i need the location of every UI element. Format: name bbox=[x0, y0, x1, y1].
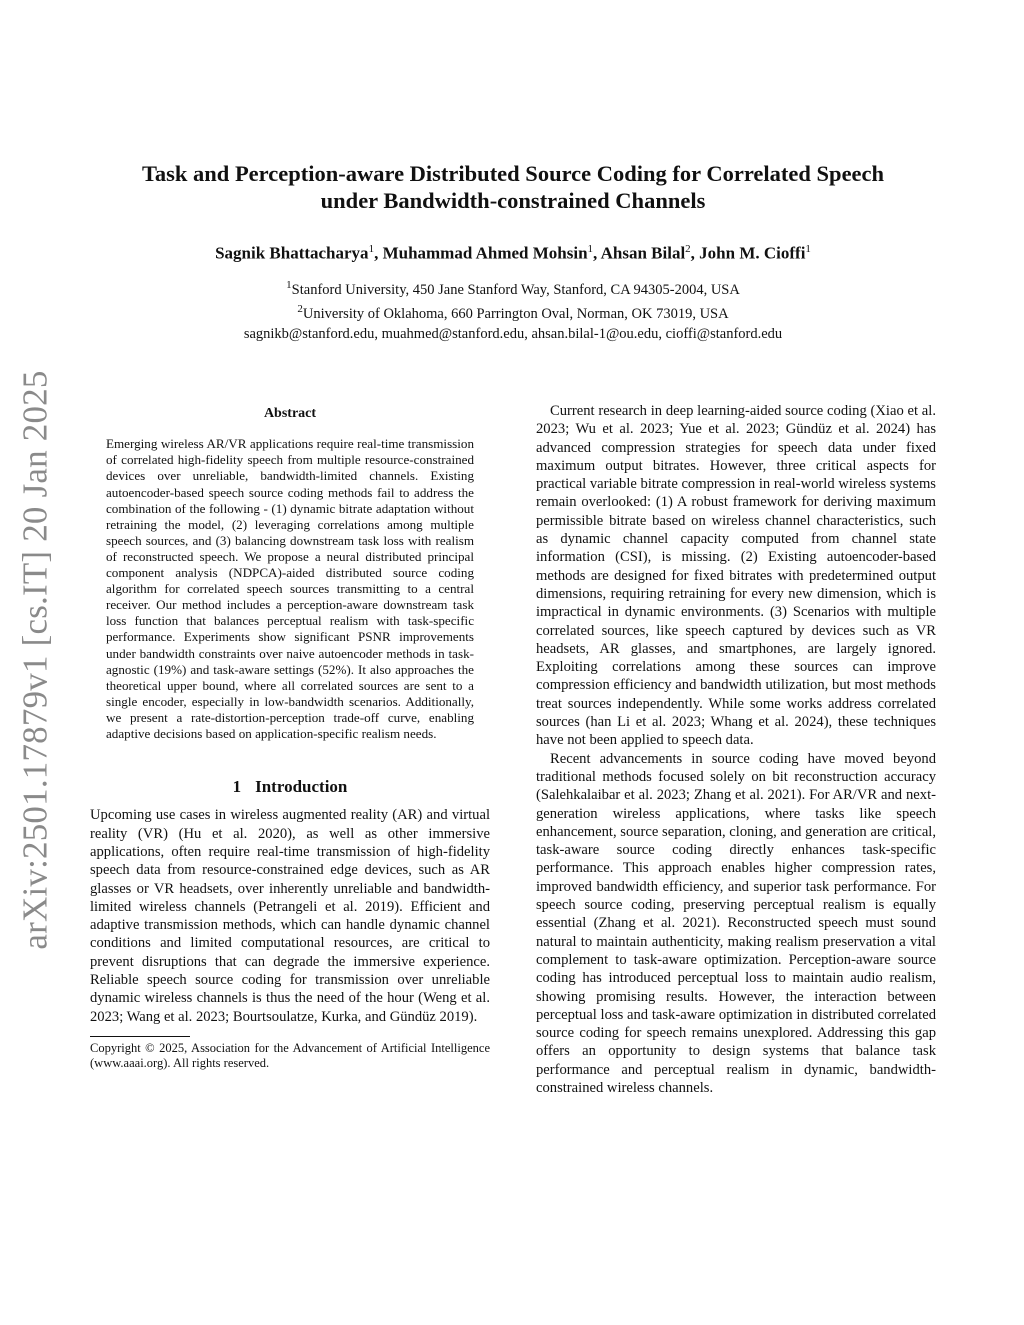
author-name: Muhammad Ahmed Mohsin bbox=[382, 243, 588, 263]
affiliation-text: University of Oklahoma, 660 Parrington Oval, Norman, OK 73019, USA bbox=[302, 306, 729, 323]
author-name: Ahsan Bilal bbox=[600, 243, 686, 263]
right-column bbox=[536, 402, 936, 1097]
author-affiliation-mark: 2 bbox=[685, 243, 691, 255]
author-name: John M. Cioffi bbox=[699, 243, 806, 263]
section-number: 1 bbox=[232, 777, 242, 797]
author-name: Sagnik Bhattacharya bbox=[215, 243, 369, 263]
author-list: Sagnik Bhattacharya$^1$, Muhammad Ahmed Mohsin$^1$, Ahsan Bilal$^2$, John M. Cioffi$^1$ bbox=[215, 243, 811, 263]
author-affiliation-mark: 1 bbox=[368, 243, 375, 255]
affiliation-number: 1 bbox=[286, 278, 292, 291]
arxiv-identifier: arXiv:2501.17879v1 [cs.IT] 20 Jan 2025 bbox=[16, 370, 56, 950]
affiliation-text: Stanford University, 450 Jane Stanford Way, Stanford, CA 94305-2004, USA bbox=[291, 281, 740, 298]
arxiv-side-stamp bbox=[8, 370, 64, 950]
paper-title-line-1: Task and Perception-aware Distributed Source Coding for Correlated Speech bbox=[141, 161, 885, 186]
abstract-heading: Abstract bbox=[263, 406, 317, 421]
body-paragraph: Recent advancements in source coding have moved beyond traditional methods focused solely on bit reconstruction accuracy (Salehkalaibar et al. 2023; Zhang et al. 2021). For AR/VR and next-generation wireless applications, where tasks like speech enhancement, source separation, cloning, and generation are critical, task-aware source coding directly enhances task-specific performance. This approach enables higher compression rates, improved bandwidth efficiency, and superior task performance. For speech source coding, preserving perceptual realism is equally essential (Zhang et al. 2021). Reconstructed speech must sound natural to maintain authenticity, making realism preservation a vital complement to task-aware optimization. Perception-aware source coding has introduced perceptual loss to maintain audio realism, showing promising results. However, the interaction between perceptual loss and task-aware optimization in distributed correlated source coding for speech remains unexplored. Addressing this gap offers an opportunity to design systems that balance task performance and perceptual realism in dynamic, bandwidth-constrained wireless channels. bbox=[536, 750, 936, 1096]
author-affiliation-mark: 1 bbox=[587, 243, 594, 255]
paper-header bbox=[90, 160, 936, 344]
section-title: Introduction bbox=[255, 777, 348, 797]
abstract-body: Emerging wireless AR/VR applications require real-time transmission of correlated high-fidelity speech from multiple resource-constrained devices over unreliable, bandwidth-limited channels. Existing autoencoder-based speech source coding methods fail to address the combination of the following - (1) dynamic bitrate adaptation without retraining the model, (2) leveraging correlations among multiple speech sources, and (3) balancing downstream task loss with realism of reconstructed speech. We propose a neural distributed principal component analysis (NDPCA)-aided distributed source coding algorithm for correlated speech sources transmitting to a central receiver. Our method includes a perception-aware downstream task loss function that balances perceptual realism with task-specific performance. Experiments show significant PSNR improvements under bandwidth constraints over naive autoencoder methods in task-agnostic (19%) and task-aware settings (52%). It also approaches the theoretical upper bound, where all correlated sources are sent to a single encoder, especially in low-bandwidth scenarios. Additionally, we present a rate-distortion-perception trade-off curve, enabling adaptive decisions based on application-specific realism needs. bbox=[106, 436, 474, 741]
paper-title-line-2: under Bandwidth-constrained Channels bbox=[320, 188, 706, 213]
affiliation-number: 2 bbox=[297, 303, 303, 316]
body-paragraph: Current research in deep learning-aided source coding (Xiao et al. 2023; Wu et al. 2023; Yue et al. 2023; Gündüz et al. 2024) has advanced compression strategies for speech data under fixed maximum output bitrates. However, three critical aspects for practical variable bitrate compression in real-world wireless systems remain overlooked: (1) A robust framework for deriving maximum permissible bitrate based on wireless channel characteristics, such as dynamic channel capacity computed from channel state information (CSI), is missing. (2) Existing autoencoder-based methods are designed for fixed bitrates with predetermined output dimensions, requiring retraining for every new dimension, which is impractical in dynamic environments. (3) Scenarios with multiple correlated sources, like speech captured by devices such as VR headsets, AR glasses, and smartphones, are largely ignored. Exploiting correlations among these sources can improve compression efficiency and bandwidth utilization, but most methods treat sources independently. While some works address correlated sources (han Li et al. 2023; Whang et al. 2024), these techniques have not been applied to speech data. bbox=[536, 403, 936, 749]
left-column bbox=[90, 402, 490, 1072]
body-paragraph: Upcoming use cases in wireless augmented reality (AR) and virtual reality (VR) (Hu et al. 2020), as well as other immersive applications, often require real-time transmission of high-fidelity speech data from resource-constrained edge devices, such as AR glasses or VR headsets, over inherently unreliable and bandwidth-limited wireless channels (Petrangeli et al. 2019). Efficient and adaptive transmission methods, which can handle dynamic channel conditions and limited computational resources, are critical to prevent disruptions that can degrade the immersive experience. Reliable speech source coding for transmission over unreliable dynamic wireless channels is thus the need of the hour (Weng et al. 2023; Wang et al. 2023; Bourtsoulatze, Kurka, and Gündüz 2019). bbox=[90, 807, 490, 1025]
footnote-rule bbox=[90, 1036, 190, 1037]
author-emails: sagnikb@stanford.edu, muahmed@stanford.edu, ahsan.bilal-1@ou.edu, cioffi@stanford.edu bbox=[243, 326, 783, 343]
section-heading-introduction bbox=[90, 778, 490, 796]
copyright-footnote: Copyright © 2025, Association for the Advancement of Artificial Intelligence (www.aaai.org). All rights reserved. bbox=[90, 1040, 490, 1071]
affiliation-line bbox=[90, 299, 936, 324]
author-affiliation-mark: 1 bbox=[805, 243, 811, 255]
affiliation-line bbox=[90, 275, 936, 300]
